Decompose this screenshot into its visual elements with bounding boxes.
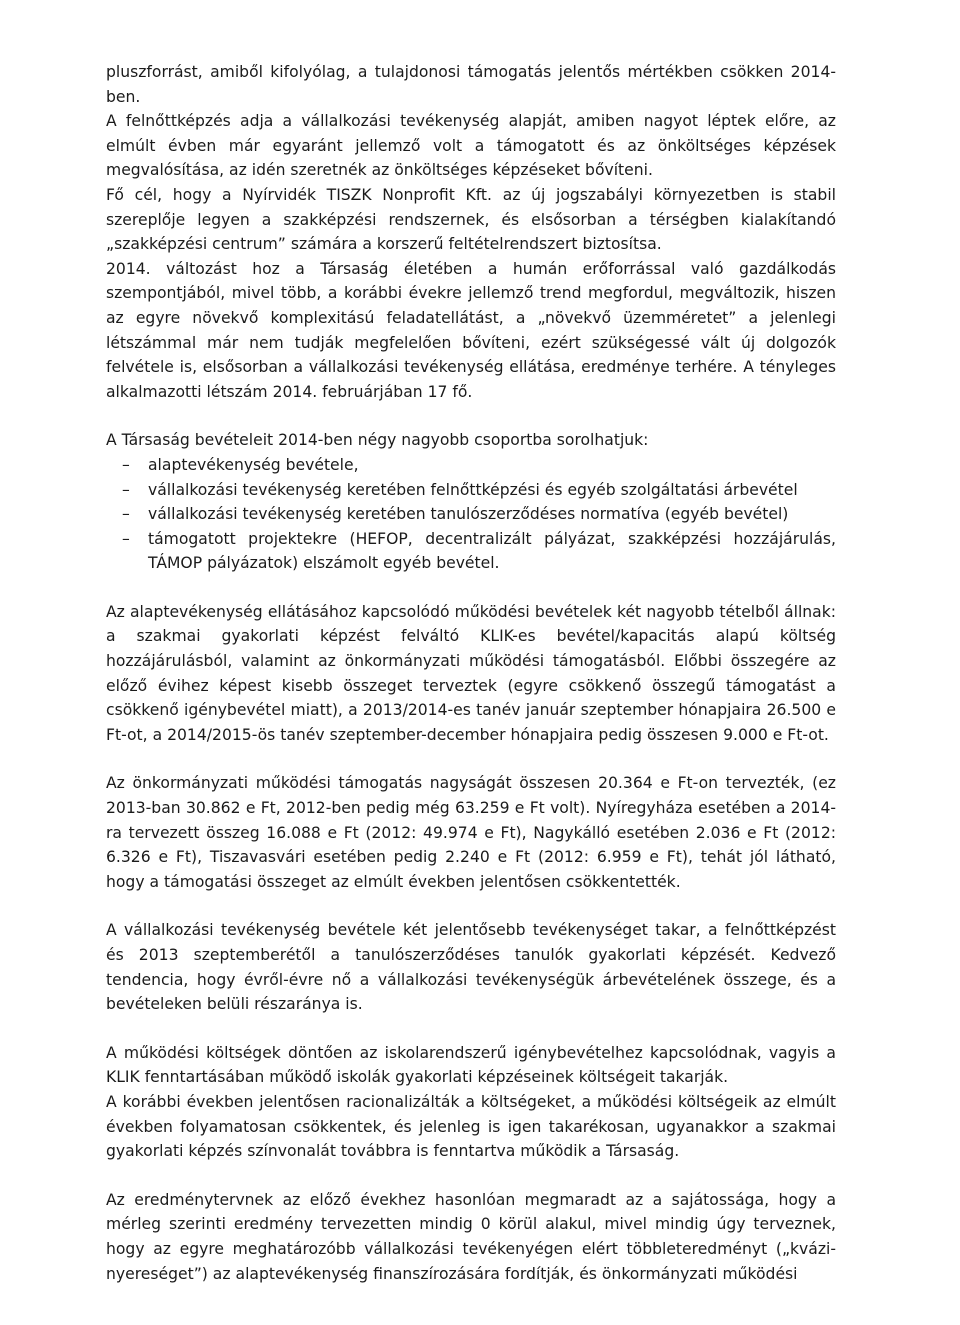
paragraph-municipal-support: Az önkormányzati működési támogatás nagyságát összesen 20.364 e Ft-on tervezték, (ez 2013-ban 30.862 e Ft, 2012-ben pedig még 63.259 e Ft volt). Nyíregyháza esetében a 2014-ra tervezett összeg 16.088 e Ft (2012: 49.974 e Ft), Nagykálló esetében 2.036 e Ft (2012: 6.326 e Ft), Tiszavasvári esetében pedig 2.240 e Ft (2012: 6.959 e Ft), tehát jól látható, hogy a támogatási összeget az elmúlt években jelentősen csökkentették. (106, 774, 836, 891)
revenue-groups-list (106, 453, 836, 576)
dash-bullet: – (122, 480, 130, 499)
paragraph-cost-rationalization: A korábbi években jelentősen racionalizálták a költségeket, a működési költségeik az elmúlt években folyamatosan csökkentek, és jelenleg is igen takarékosan, ugyanakkor a szakmai gyakorlati képzés színvonalát továbbra is fenntartva működik a Társaság. (106, 1092, 836, 1161)
list-item: – vállalkozási tevékenység keretében felnőttképzési és egyéb szolgáltatási árbevétel (106, 478, 836, 503)
list-item: – alaptevékenység bevétele, (106, 453, 836, 478)
paragraph-human-resources: 2014. változást hoz a Társaság életében a humán erőforrással való gazdálkodás szempontjából, mivel több, a korábbi évekre jellemző trend megfordul, megváltozik, hiszen az egyre növekvő komplexitású feladatellátást, a „növekvő üzemméretet” a jelenlegi létszámmal már nem tudják megfelelően bővíteni, ezért szükségessé vált új dolgozók felvétele is, elsősorban a vállalkozási tevékenység ellátása, eredménye terhére. A tényleges alkalmazotti létszám 2014. februárjában 17 fő. (106, 259, 836, 401)
paragraph-core-activity-revenue: Az alaptevékenység ellátásához kapcsolódó működési bevételek két nagyobb tételből állnak: a szakmai gyakorlati képzést felváltó KLIK-es bevétel/kapacitás alapú költség hozzájárulásból, valamint az önkormányzati működési támogatásból. Előbbi összegére az előző évihez képest kisebb összeget terveztek (egyre csökkenő összegű támogatást a csökkenő igénybevétel miatt), a 2013/2014-es tanév január szeptember hónapjaira 26.500 e Ft-ot, a 2014/2015-ös tanév szeptember-december hónapjaira pedig összesen 9.000 e Ft-ot. (106, 602, 836, 744)
list-item: – vállalkozási tevékenység keretében tanulószerződéses normatíva (egyéb bevétel) (106, 502, 836, 527)
paragraph-business-revenue: A vállalkozási tevékenység bevétele két jelentősebb tevékenységet takar, a felnőttképzést és 2013 szeptemberétől a tanulószerződéses tanulók gyakorlati képzését. Kedvező tendencia, hogy évről-évre nő a vállalkozási tevékenységük árbevételének összege, és a bevételeken belüli részaránya is. (106, 921, 836, 1014)
dash-bullet: – (122, 455, 130, 474)
list-item: – támogatott projektekre (HEFOP, decentralizált pályázat, szakképzési hozzájárulás, TÁMOP pályázatok) elszámolt egyéb bevétel. (106, 527, 836, 576)
paragraph-main-goal: Fő cél, hogy a Nyírvidék TISZK Nonprofit Kft. az új jogszabályi környezetben is stabil szereplője legyen a szakképzési rendszernek, és elsősorban a térségben kialakítandó „szakképzési centrum” számára a korszerű feltételrendszert biztosítsa. (106, 185, 836, 254)
paragraph-adult-education: A felnőttképzés adja a vállalkozási tevékenység alapját, amiben nagyot léptek előre, az elmúlt évben már egyaránt jellemző volt a támogatott és az önköltséges képzések megvalósítása, az idén szeretnék az önköltséges képzéseket bővíteni. (106, 112, 836, 180)
dash-bullet: – (122, 505, 130, 524)
dash-bullet: – (122, 529, 130, 548)
paragraph-funding-decrease: pluszforrást, amiből kifolyólag, a tulajdonosi támogatás jelentős mértékben csökken 2014-ben. (106, 63, 836, 106)
paragraph-result-plan: Az eredménytervnek az előző évekhez hasonlóan megmaradt az a sajátossága, hogy a mérleg szerinti eredmény tervezetten mindig 0 körül alakul, mivel mindig úgy terveznek, hogy az egyre meghatározóbb vállalkozási tevékenyégen elért többleteredményt („kvázi-nyereséget”) az alaptevékenység finanszírozására fordítják, és önkormányzati működési (106, 1190, 836, 1283)
paragraph-revenue-groups-intro: A Társaság bevételeit 2014-ben négy nagyobb csoportba sorolhatjuk: (106, 431, 649, 450)
paragraph-operating-costs: A működési költségek döntően az iskolarendszerű igénybevételhez kapcsolódnak, vagyis a KLIK fenntartásában működő iskolák gyakorlati képzéseinek költségeit takarják. (106, 1043, 836, 1087)
